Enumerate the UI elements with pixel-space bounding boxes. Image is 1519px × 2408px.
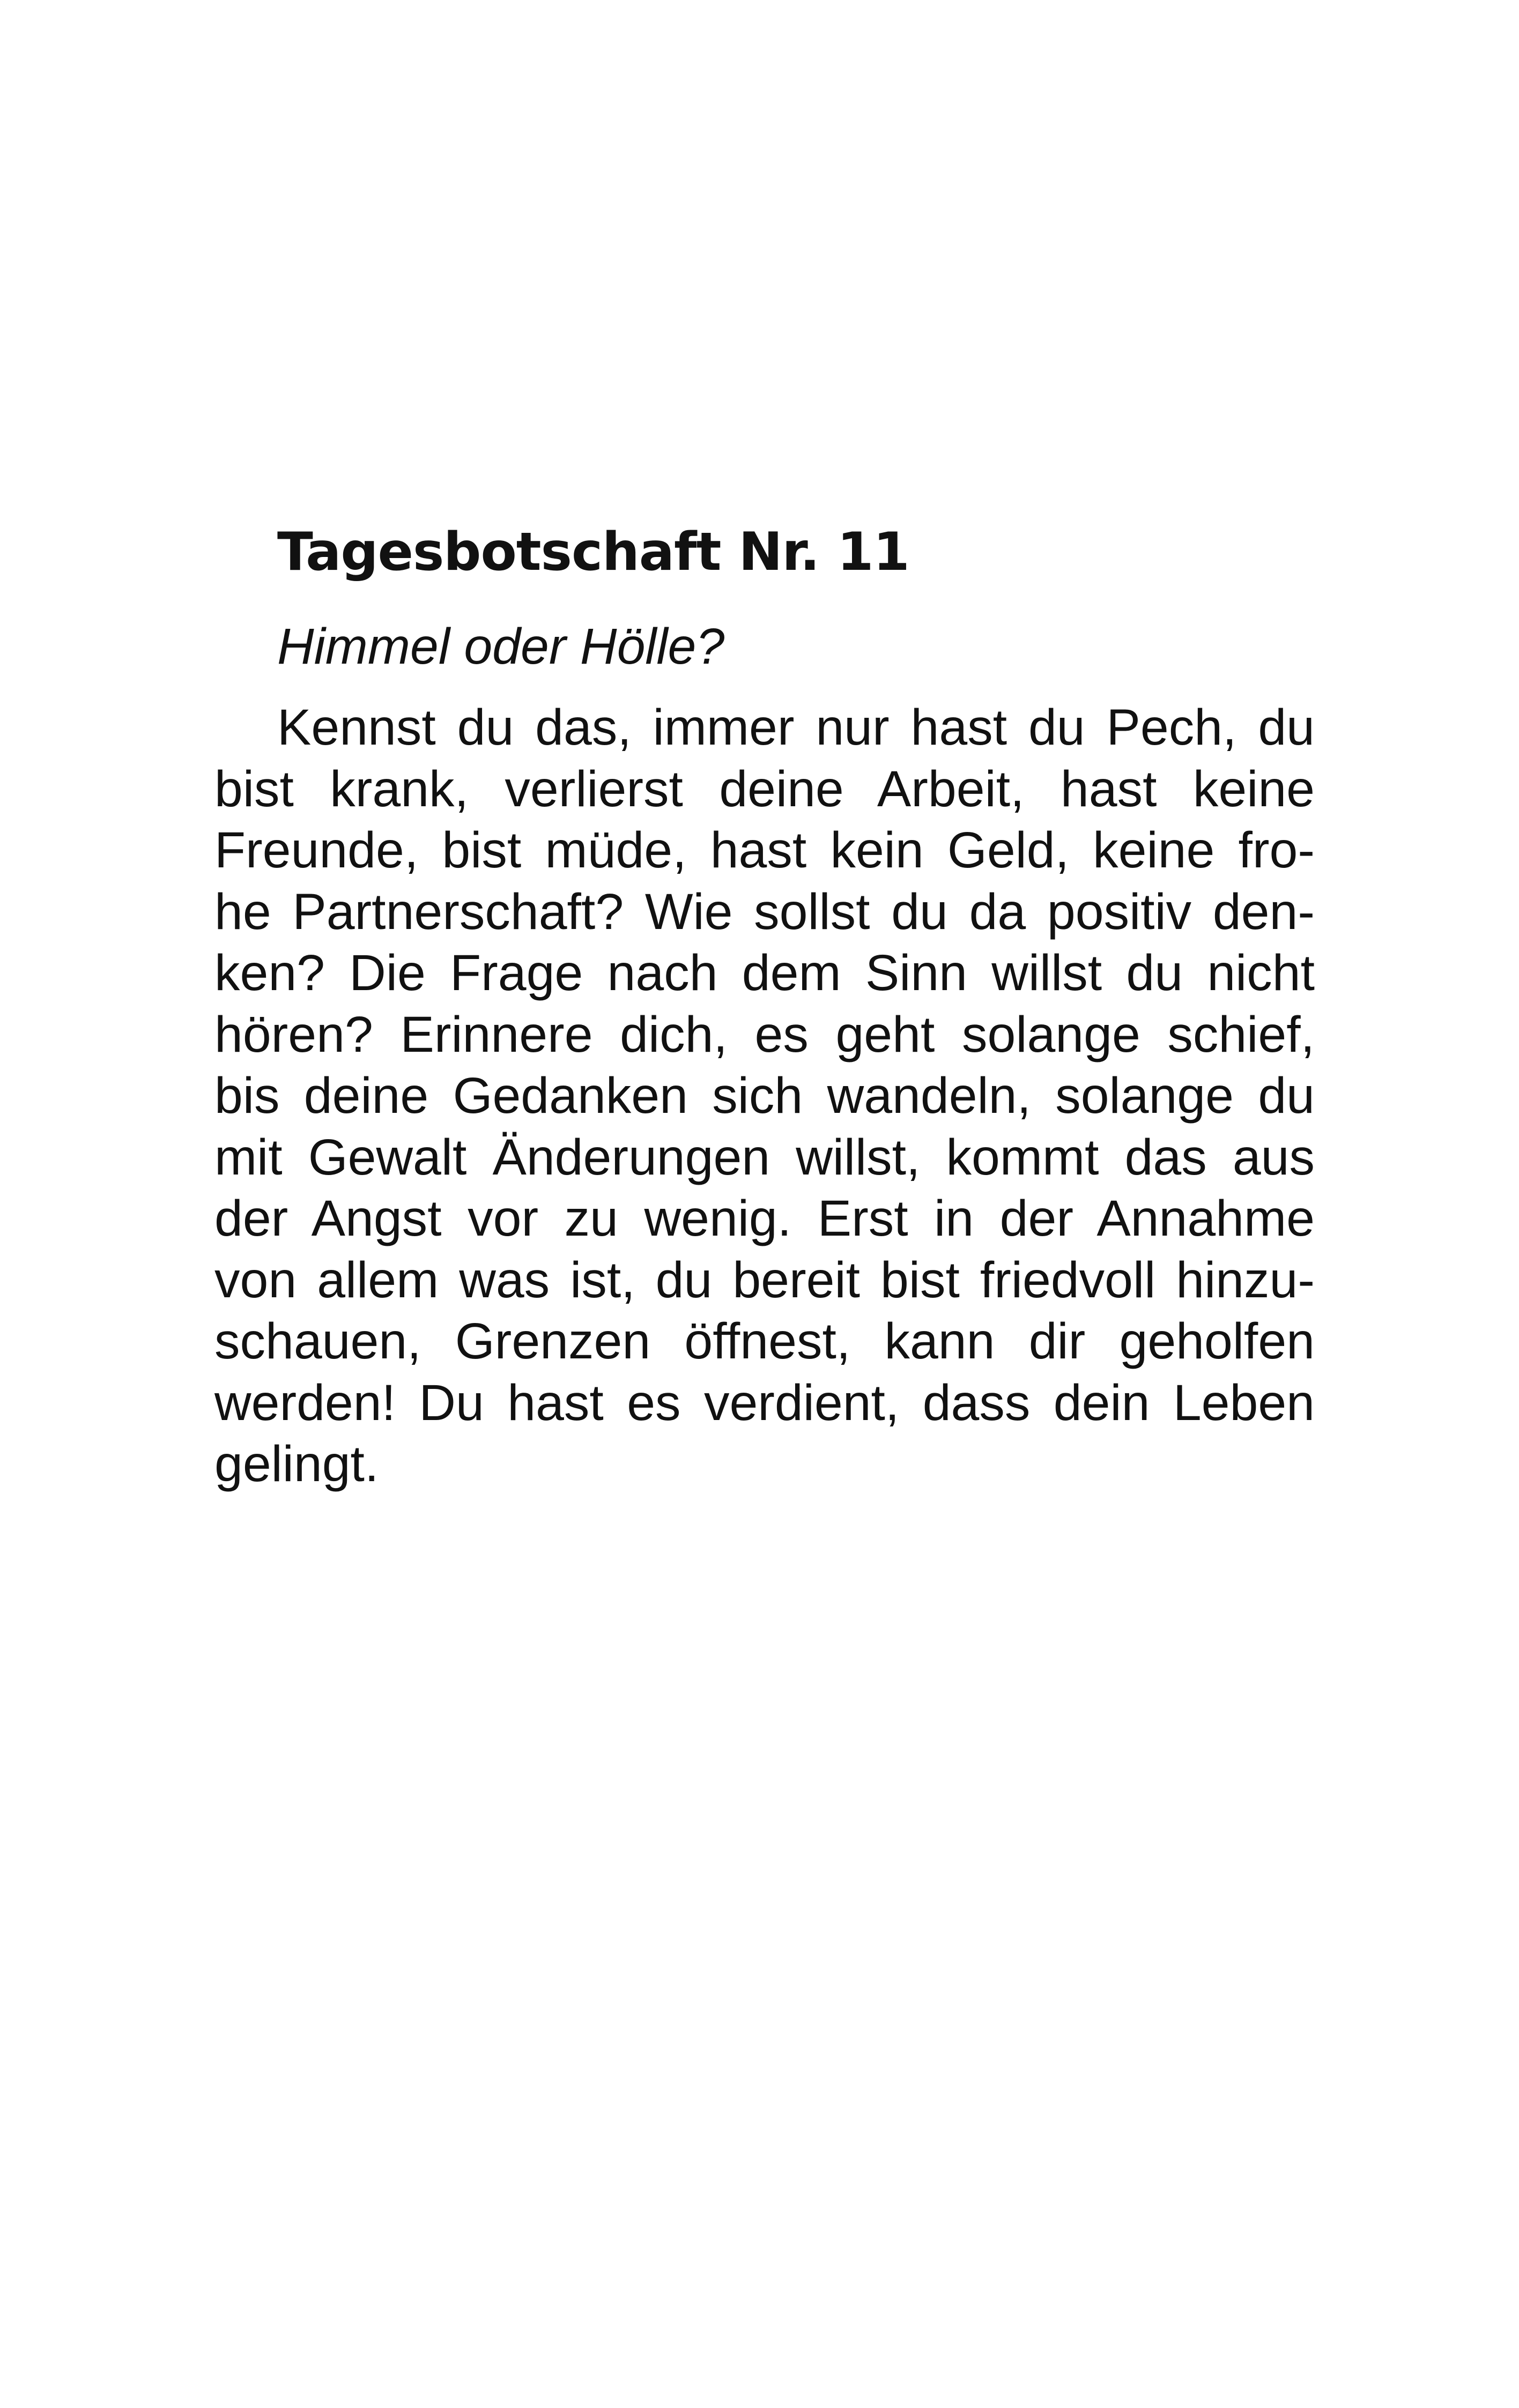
body-line: Freunde, bist müde, hast kein Geld, keine fro- bbox=[214, 822, 1315, 879]
message-subtitle: Himmel oder Hölle? bbox=[277, 618, 725, 675]
body-line: schauen, Grenzen öffnest, kann dir geholfen bbox=[214, 1313, 1315, 1370]
body-line: mit Gewalt Änderungen willst, kommt das aus bbox=[214, 1128, 1315, 1186]
body-line: werden! Du hast es verdient, dass dein Leben bbox=[214, 1374, 1315, 1431]
body-line: hören? Erinnere dich, es geht solange schief, bbox=[214, 1006, 1315, 1063]
body-line: bis deine Gedanken sich wandeln, solange du bbox=[214, 1067, 1315, 1124]
body-line: he Partnerschaft? Wie sollst du da positiv den- bbox=[214, 883, 1315, 940]
body-line: Kennst du das, immer nur hast du Pech, du bbox=[277, 699, 1315, 756]
body-line: der Angst vor zu wenig. Erst in der Annahme bbox=[214, 1190, 1315, 1247]
message-title: Tagesbotschaft Nr. 11 bbox=[277, 522, 909, 583]
body-line: bist krank, verlierst deine Arbeit, hast keine bbox=[214, 760, 1315, 817]
body-line: ken? Die Frage nach dem Sinn willst du nicht bbox=[214, 945, 1315, 1001]
message-body bbox=[214, 697, 1315, 1495]
body-line: von allem was ist, du bereit bist friedvoll hinzu- bbox=[214, 1251, 1315, 1309]
body-line: gelingt. bbox=[214, 1436, 379, 1492]
